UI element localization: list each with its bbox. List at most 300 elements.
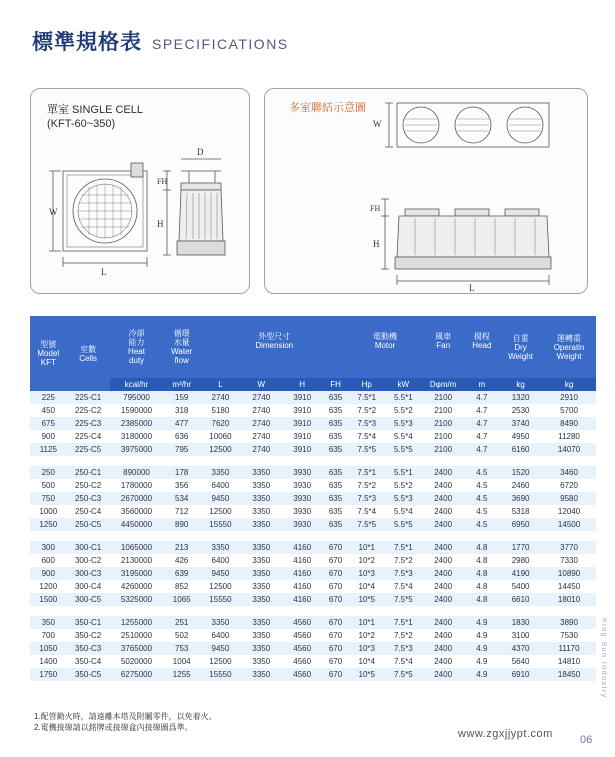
header-dry-weight: 自重 Dry Weight (499, 316, 542, 378)
table-cell: 7.5*3 (385, 642, 422, 655)
table-cell: 6400 (200, 629, 241, 642)
table-row (30, 580, 596, 593)
table-cell: 9450 (200, 642, 241, 655)
table-cell: 3180000 (110, 430, 164, 443)
table-cell: 670 (323, 642, 349, 655)
unit-cell: kW (385, 378, 422, 391)
table-cell: 3740 (499, 417, 542, 430)
spec-table (30, 316, 596, 681)
table-cell: 6910 (499, 668, 542, 681)
header-fan: 風車 Fan (422, 316, 465, 378)
table-cell: 3350 (241, 567, 282, 580)
table-cell: 356 (163, 479, 200, 492)
table-cell: 890000 (110, 466, 164, 479)
table-cell: 10*2 (348, 554, 385, 567)
multi-tower-body (397, 216, 549, 257)
table-cell: 4370 (499, 642, 542, 655)
dim-h-label: H (157, 219, 164, 229)
table-cell: 3195000 (110, 567, 164, 580)
table-cell: 635 (323, 466, 349, 479)
table-cell: 2385000 (110, 417, 164, 430)
header-head: 揚程 Head (465, 316, 499, 378)
title-chinese: 標準規格表 (32, 31, 142, 54)
table-cell: 3770 (542, 541, 596, 554)
table-cell: 7.5*5 (348, 518, 385, 531)
multi-cell-drawing (265, 89, 587, 293)
table-cell: 5.5*5 (385, 518, 422, 531)
table-cell: 1320 (499, 391, 542, 404)
table-cell: 4.9 (465, 629, 499, 642)
single-cell-title-line1: 單室 SINGLE CELL (47, 104, 143, 116)
table-cell: 635 (323, 404, 349, 417)
spec-table-wrapper (30, 316, 596, 681)
table-cell: 1400 (30, 655, 67, 668)
table-cell: 250-C1 (67, 466, 110, 479)
table-cell: 1200 (30, 580, 67, 593)
table-cell: 10*3 (348, 642, 385, 655)
table-cell: 7.5*4 (348, 505, 385, 518)
table-row (30, 541, 596, 554)
table-cell: 2400 (422, 668, 465, 681)
table-cell: 4160 (282, 593, 323, 606)
unit-cell: m (465, 378, 499, 391)
table-row (30, 554, 596, 567)
multi-cell-title: 多室聯結示意圖 (289, 102, 366, 114)
table-cell: 1780000 (110, 479, 164, 492)
table-cell: 2400 (422, 518, 465, 531)
table-cell: 2530 (499, 404, 542, 417)
table-cell: 12500 (200, 505, 241, 518)
table-cell: 3350 (241, 593, 282, 606)
table-cell: 670 (323, 593, 349, 606)
table-cell: 6160 (499, 443, 542, 456)
side-brand-text: King Sun Industry (600, 618, 607, 699)
table-cell: 5020000 (110, 655, 164, 668)
single-cell-drawing (31, 89, 249, 293)
unit-cell: kcal/hr (110, 378, 164, 391)
table-cell: 10*3 (348, 567, 385, 580)
table-cell: 670 (323, 668, 349, 681)
table-cell: 1830 (499, 616, 542, 629)
table-row (30, 505, 596, 518)
table-cell: 14070 (542, 443, 596, 456)
table-cell: 670 (323, 655, 349, 668)
dim-d-label: D (197, 147, 204, 157)
table-cell: 635 (323, 518, 349, 531)
table-cell: 670 (323, 616, 349, 629)
table-cell: 635 (323, 430, 349, 443)
table-cell: 1050 (30, 642, 67, 655)
table-row (30, 466, 596, 479)
table-cell: 3350 (241, 466, 282, 479)
table-cell: 2400 (422, 642, 465, 655)
table-cell: 3560000 (110, 505, 164, 518)
table-cell: 350-C2 (67, 629, 110, 642)
table-cell: 14810 (542, 655, 596, 668)
table-cell: 4160 (282, 580, 323, 593)
table-row (30, 443, 596, 456)
tower-body (179, 190, 223, 241)
table-cell: 10*5 (348, 668, 385, 681)
table-row (30, 430, 596, 443)
multi-dim-h-label: H (373, 239, 380, 249)
table-cell: 1125 (30, 443, 67, 456)
table-cell: 4.5 (465, 479, 499, 492)
table-cell: 7.5*1 (348, 391, 385, 404)
spacer-cell (30, 531, 596, 541)
table-cell: 3910 (282, 430, 323, 443)
footnote-1: 1.配管勤火時，請遠離本塔及附屬零件，以免着火。 (34, 712, 217, 721)
table-cell: 2740 (241, 430, 282, 443)
table-cell: 12500 (200, 443, 241, 456)
table-row (30, 642, 596, 655)
table-cell: 670 (323, 580, 349, 593)
table-cell: 3910 (282, 391, 323, 404)
table-cell: 635 (323, 479, 349, 492)
table-cell: 300-C5 (67, 593, 110, 606)
table-cell: 3350 (241, 505, 282, 518)
table-cell: 7330 (542, 554, 596, 567)
table-cell: 4.9 (465, 668, 499, 681)
table-cell: 3350 (241, 616, 282, 629)
table-cell: 2910 (542, 391, 596, 404)
table-cell: 2670000 (110, 492, 164, 505)
table-cell: 3765000 (110, 642, 164, 655)
table-cell: 600 (30, 554, 67, 567)
table-cell: 1590000 (110, 404, 164, 417)
table-row (30, 479, 596, 492)
table-cell: 500 (30, 479, 67, 492)
table-cell: 2400 (422, 492, 465, 505)
table-cell: 7620 (200, 417, 241, 430)
table-cell: 477 (163, 417, 200, 430)
table-cell: 1004 (163, 655, 200, 668)
table-cell: 639 (163, 567, 200, 580)
table-cell: 2400 (422, 541, 465, 554)
table-cell: 750 (30, 492, 67, 505)
unit-cell: H (282, 378, 323, 391)
table-cell: 7.5*3 (385, 567, 422, 580)
table-cell: 534 (163, 492, 200, 505)
single-cell-panel (30, 88, 250, 294)
table-cell: 9450 (200, 492, 241, 505)
table-cell: 4.7 (465, 443, 499, 456)
table-cell: 18450 (542, 668, 596, 681)
table-cell: 4950 (499, 430, 542, 443)
table-cell: 225-C1 (67, 391, 110, 404)
table-cell: 2100 (422, 404, 465, 417)
table-cell: 753 (163, 642, 200, 655)
table-row (30, 518, 596, 531)
table-cell: 7530 (542, 629, 596, 642)
table-cell: 4560 (282, 668, 323, 681)
table-cell: 14450 (542, 580, 596, 593)
table-cell: 3930 (282, 479, 323, 492)
table-cell: 2400 (422, 479, 465, 492)
table-cell: 2100 (422, 391, 465, 404)
dim-fh-label: FH (157, 177, 168, 186)
table-cell: 2400 (422, 554, 465, 567)
table-cell: 900 (30, 430, 67, 443)
table-row (30, 668, 596, 681)
table-cell: 4560 (282, 629, 323, 642)
page-header (32, 26, 289, 56)
table-cell: 5700 (542, 404, 596, 417)
table-cell: 7.5*4 (348, 430, 385, 443)
header-cells: 室數 Cells (67, 316, 110, 391)
multi-dim-l-label: L (469, 283, 475, 293)
table-cell: 300-C2 (67, 554, 110, 567)
table-cell: 8490 (542, 417, 596, 430)
table-cell: 350-C1 (67, 616, 110, 629)
table-cell: 3890 (542, 616, 596, 629)
table-row (30, 616, 596, 629)
unit-cell: kg (542, 378, 596, 391)
table-cell: 6275000 (110, 668, 164, 681)
table-cell: 670 (323, 554, 349, 567)
table-cell: 11170 (542, 642, 596, 655)
table-cell: 635 (323, 443, 349, 456)
table-cell: 10*4 (348, 580, 385, 593)
table-cell: 3350 (241, 479, 282, 492)
table-cell: 4.8 (465, 567, 499, 580)
table-cell: 5325000 (110, 593, 164, 606)
table-cell: 10*4 (348, 655, 385, 668)
table-cell: 1770 (499, 541, 542, 554)
unit-cell: kg (499, 378, 542, 391)
table-cell: 3930 (282, 492, 323, 505)
table-cell: 3910 (282, 417, 323, 430)
unit-cell: Dφm/m (422, 378, 465, 391)
table-cell: 6400 (200, 479, 241, 492)
table-cell: 4.7 (465, 404, 499, 417)
table-cell: 7.5*5 (385, 593, 422, 606)
table-cell: 3100 (499, 629, 542, 642)
header-operating-weight: 運轉重 Operatin Weight (542, 316, 596, 378)
table-cell: 2460 (499, 479, 542, 492)
table-cell: 10*1 (348, 616, 385, 629)
table-cell: 3350 (241, 554, 282, 567)
table-cell: 4.5 (465, 518, 499, 531)
table-cell: 12500 (200, 580, 241, 593)
table-cell: 6610 (499, 593, 542, 606)
table-cell: 5.5*1 (385, 466, 422, 479)
table-cell: 3350 (241, 492, 282, 505)
table-cell: 4.9 (465, 655, 499, 668)
table-cell: 3350 (200, 541, 241, 554)
table-cell: 5.5*1 (385, 391, 422, 404)
table-cell: 4450000 (110, 518, 164, 531)
table-cell: 250-C4 (67, 505, 110, 518)
table-cell: 635 (323, 492, 349, 505)
table-cell: 675 (30, 417, 67, 430)
table-row (30, 567, 596, 580)
single-cell-title-line2: (KFT-60~350) (47, 118, 116, 130)
table-cell: 213 (163, 541, 200, 554)
table-cell: 2980 (499, 554, 542, 567)
table-cell: 3910 (282, 404, 323, 417)
group-spacer (30, 606, 596, 616)
unit-cell: m³/hr (163, 378, 200, 391)
table-cell: 225-C5 (67, 443, 110, 456)
watermark-url: www.zgxjjypt.com (458, 728, 553, 740)
table-cell: 350-C4 (67, 655, 110, 668)
table-cell: 3350 (241, 655, 282, 668)
table-cell: 15550 (200, 593, 241, 606)
group-spacer (30, 456, 596, 466)
table-cell: 4160 (282, 554, 323, 567)
table-cell: 5.5*3 (385, 492, 422, 505)
table-cell: 3930 (282, 505, 323, 518)
table-cell: 635 (323, 417, 349, 430)
table-cell: 350 (30, 616, 67, 629)
table-cell: 2100 (422, 443, 465, 456)
table-cell: 5.5*2 (385, 479, 422, 492)
table-cell: 10*2 (348, 629, 385, 642)
group-spacer (30, 531, 596, 541)
table-cell: 2740 (241, 417, 282, 430)
table-cell: 3350 (241, 629, 282, 642)
table-cell: 700 (30, 629, 67, 642)
table-cell: 7.5*4 (385, 580, 422, 593)
table-cell: 5400 (499, 580, 542, 593)
table-cell: 2740 (241, 404, 282, 417)
unit-cell: Hp (348, 378, 385, 391)
table-cell: 4260000 (110, 580, 164, 593)
table-cell: 670 (323, 629, 349, 642)
table-cell: 300-C3 (67, 567, 110, 580)
table-cell: 1520 (499, 466, 542, 479)
table-cell: 5180 (200, 404, 241, 417)
table-cell: 1065000 (110, 541, 164, 554)
table-cell: 3350 (241, 541, 282, 554)
table-cell: 6720 (542, 479, 596, 492)
multi-cell-panel (264, 88, 588, 294)
table-cell: 5.5*4 (385, 505, 422, 518)
table-cell: 1250 (30, 518, 67, 531)
header-motor: 電動機 Motor (348, 316, 421, 378)
table-cell: 11280 (542, 430, 596, 443)
table-cell: 6400 (200, 554, 241, 567)
table-cell: 4560 (282, 616, 323, 629)
table-cell: 4.7 (465, 430, 499, 443)
table-cell: 426 (163, 554, 200, 567)
table-cell: 890 (163, 518, 200, 531)
table-cell: 900 (30, 567, 67, 580)
table-cell: 3350 (200, 616, 241, 629)
table-cell: 2400 (422, 466, 465, 479)
table-row (30, 629, 596, 642)
table-cell: 350-C5 (67, 668, 110, 681)
dim-l-label: L (101, 267, 107, 277)
table-cell: 2400 (422, 505, 465, 518)
table-cell: 2740 (241, 391, 282, 404)
table-cell: 4190 (499, 567, 542, 580)
table-cell: 12500 (200, 655, 241, 668)
table-cell: 7.5*1 (385, 541, 422, 554)
table-cell: 10060 (200, 430, 241, 443)
table-cell: 3350 (241, 580, 282, 593)
table-cell: 4.7 (465, 417, 499, 430)
unit-cell: W (241, 378, 282, 391)
table-cell: 1255 (163, 668, 200, 681)
table-cell: 4.9 (465, 642, 499, 655)
table-cell: 5.5*4 (385, 430, 422, 443)
table-cell: 10*1 (348, 541, 385, 554)
table-cell: 502 (163, 629, 200, 642)
table-cell: 5.5*2 (385, 404, 422, 417)
table-cell: 15550 (200, 518, 241, 531)
table-cell: 635 (323, 391, 349, 404)
table-cell: 2740 (241, 443, 282, 456)
table-cell: 7.5*3 (348, 492, 385, 505)
table-row (30, 391, 596, 404)
table-cell: 7.5*2 (385, 629, 422, 642)
table-cell: 7.5*5 (348, 443, 385, 456)
table-cell: 2510000 (110, 629, 164, 642)
table-cell: 2130000 (110, 554, 164, 567)
table-cell: 3350 (241, 668, 282, 681)
table-cell: 300-C1 (67, 541, 110, 554)
multi-dim-w-label: W (373, 119, 382, 129)
spacer-cell (30, 606, 596, 616)
table-cell: 712 (163, 505, 200, 518)
footnote-2: 2.電機接線請以銘牌或接線盒內接線圖爲準。 (34, 723, 193, 732)
table-cell: 159 (163, 391, 200, 404)
table-cell: 2400 (422, 616, 465, 629)
header-water-flow: 循環 水量 Water flow (163, 316, 200, 378)
table-cell: 636 (163, 430, 200, 443)
table-cell: 3460 (542, 466, 596, 479)
table-cell: 3975000 (110, 443, 164, 456)
table-cell: 225-C4 (67, 430, 110, 443)
table-cell: 225 (30, 391, 67, 404)
table-cell: 7.5*2 (348, 404, 385, 417)
table-cell: 4.5 (465, 505, 499, 518)
table-cell: 225-C2 (67, 404, 110, 417)
table-cell: 15550 (200, 668, 241, 681)
table-cell: 2100 (422, 417, 465, 430)
table-cell: 250 (30, 466, 67, 479)
dim-w-label: W (49, 207, 58, 217)
table-cell: 6950 (499, 518, 542, 531)
table-cell: 10890 (542, 567, 596, 580)
multi-dim-fh-label: FH (370, 204, 381, 213)
table-cell: 5.5*3 (385, 417, 422, 430)
table-cell: 1500 (30, 593, 67, 606)
table-cell: 852 (163, 580, 200, 593)
table-cell: 300 (30, 541, 67, 554)
table-cell: 670 (323, 567, 349, 580)
table-cell: 5640 (499, 655, 542, 668)
table-cell: 5318 (499, 505, 542, 518)
table-cell: 4560 (282, 642, 323, 655)
table-cell: 7.5*1 (348, 466, 385, 479)
table-cell: 9450 (200, 567, 241, 580)
table-cell: 4.9 (465, 616, 499, 629)
table-cell: 7.5*2 (348, 479, 385, 492)
table-cell: 1750 (30, 668, 67, 681)
table-cell: 4.8 (465, 541, 499, 554)
unit-cell: L (200, 378, 241, 391)
table-cell: 4.7 (465, 391, 499, 404)
header-heat-duty: 冷卻 能力 Heat duty (110, 316, 164, 378)
table-cell: 635 (323, 505, 349, 518)
table-cell: 2400 (422, 593, 465, 606)
table-cell: 4.5 (465, 466, 499, 479)
spec-table-body (30, 391, 596, 681)
table-cell: 250-C3 (67, 492, 110, 505)
